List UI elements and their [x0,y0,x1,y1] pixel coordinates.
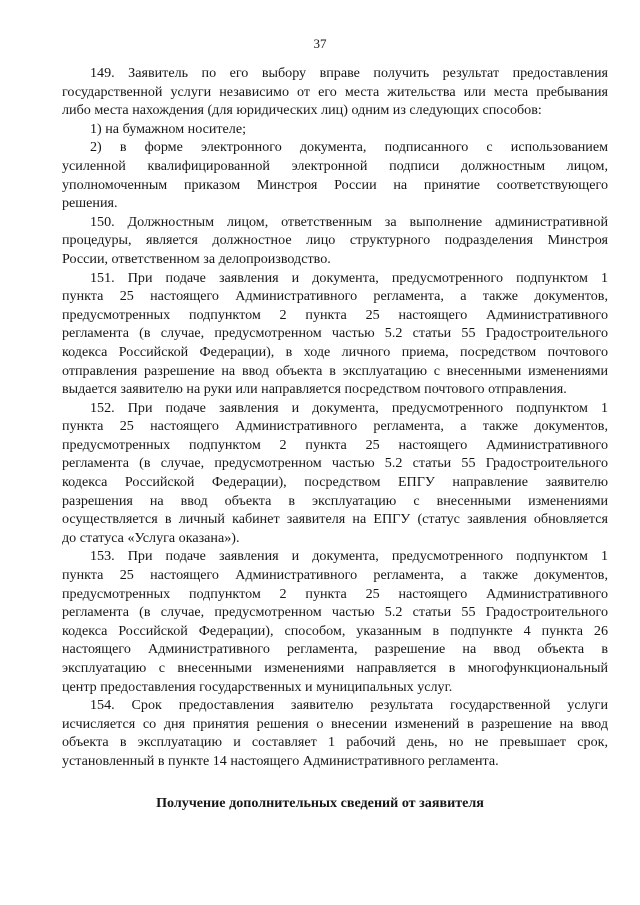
paragraph-line: регламента (в случае, предусмотренном частью 5.2 статьи 55 Градостроительного [62,325,608,342]
paragraph-line: 149. Заявитель по его выбору вправе получить результат предоставления [90,65,608,81]
paragraph-line: пункта 25 настоящего Административного регламента, а также документов, [62,288,608,305]
paragraph-line: пункта 25 настоящего Административного регламента, а также документов, [62,567,608,584]
paragraph-line: России, ответственном за делопроизводство. [62,250,331,267]
paragraph-line: предусмотренных подпунктом 2 пункта 25 настоящего Административного [62,436,608,453]
paragraph [62,64,608,120]
paragraph-line: разрешения на ввод объекта в эксплуатацию с внесенными изменениями [62,492,608,509]
paragraph [62,547,608,696]
document-body [62,64,608,771]
paragraph-line: эксплуатацию с внесенными изменениями направляется в многофункциональный [62,660,608,676]
paragraph-line: установленный в пункте 14 настоящего Административного регламента. [62,752,499,769]
paragraph-line: предусмотренных подпунктом 2 пункта 25 настоящего Административного [62,306,608,323]
paragraph-line: 1) на бумажном носителе; [90,120,247,137]
paragraph-line: до статуса «Услуга оказана»). [62,529,240,546]
paragraph-line: 152. При подаче заявления и документа, предусмотренного подпунктом 1 [90,399,608,416]
paragraph-line: кодекса Российской Федерации), посредством ЕПГУ направление заявителю [62,474,608,491]
paragraph-line: кодекса Российской Федерации), способом, указанным в подпункте 4 пункта 26 [62,622,608,639]
paragraph-line: предусмотренных подпунктом 2 пункта 25 настоящего Административного [62,585,608,602]
paragraph-line: решения. [62,195,118,212]
paragraph-line: 150. Должностным лицом, ответственным за выполнение административной [90,213,608,230]
paragraph [62,120,608,139]
paragraph-line: выдается заявителю на руки или направляется посредством почтового отправления. [62,381,567,398]
paragraph-line: кодекса Российской Федерации), в ходе личного приема, посредством почтового [62,343,608,360]
paragraph [62,399,608,548]
paragraph [62,696,608,770]
paragraph-line: 153. При подаче заявления и документа, предусмотренного подпунктом 1 [90,548,608,565]
paragraph-line: центр предоставления государственных и муниципальных услуг. [62,678,453,695]
paragraph [62,138,608,212]
paragraph-line: осуществляется в личный кабинет заявителя на ЕПГУ (статус заявления обновляется [62,511,608,528]
paragraph-line: объекта в эксплуатацию и составляет 1 рабочий день, но не превышает срок, [62,734,608,751]
paragraph-line: пункта 25 настоящего Административного регламента, а также документов, [62,418,608,435]
paragraph-line: 154. Срок предоставления заявителю результата государственной услуги [90,697,608,714]
paragraph-line: исчисляется со дня принятия решения о внесении изменений в разрешение на ввод [62,715,608,732]
paragraph-line: уполномоченным приказом Минстроя России на принятие соответствующего [62,176,608,193]
paragraph-line: регламента (в случае, предусмотренном частью 5.2 статьи 55 Градостроительного [62,455,608,472]
paragraph [62,269,608,399]
paragraph-line: процедуры, является должностное лицо структурного подразделения Минстроя [62,232,608,249]
section-heading: Получение дополнительных сведений от заявителя [156,795,484,811]
paragraph [62,213,608,269]
paragraph-line: государственной услуги независимо от его места жительства или места пребывания [62,83,608,100]
page-number: 37 [313,36,327,51]
paragraph-line: усиленной квалифицированной электронной подписи должностным лицом, [62,157,608,174]
paragraph-line: настоящего Административного регламента, разрешение на ввод объекта в [62,641,608,658]
paragraph-line: 2) в форме электронного документа, подписанного с использованием [90,139,608,156]
paragraph-line: 151. При подаче заявления и документа, предусмотренного подпунктом 1 [90,269,608,286]
paragraph-line: регламента (в случае, предусмотренном частью 5.2 статьи 55 Градостроительного [62,604,608,621]
paragraph-line: либо места нахождения (для юридических лиц) одним из следующих способов: [62,102,542,119]
paragraph-line: отправления разрешение на ввод объекта в эксплуатацию с внесенными изменениями [62,362,608,379]
